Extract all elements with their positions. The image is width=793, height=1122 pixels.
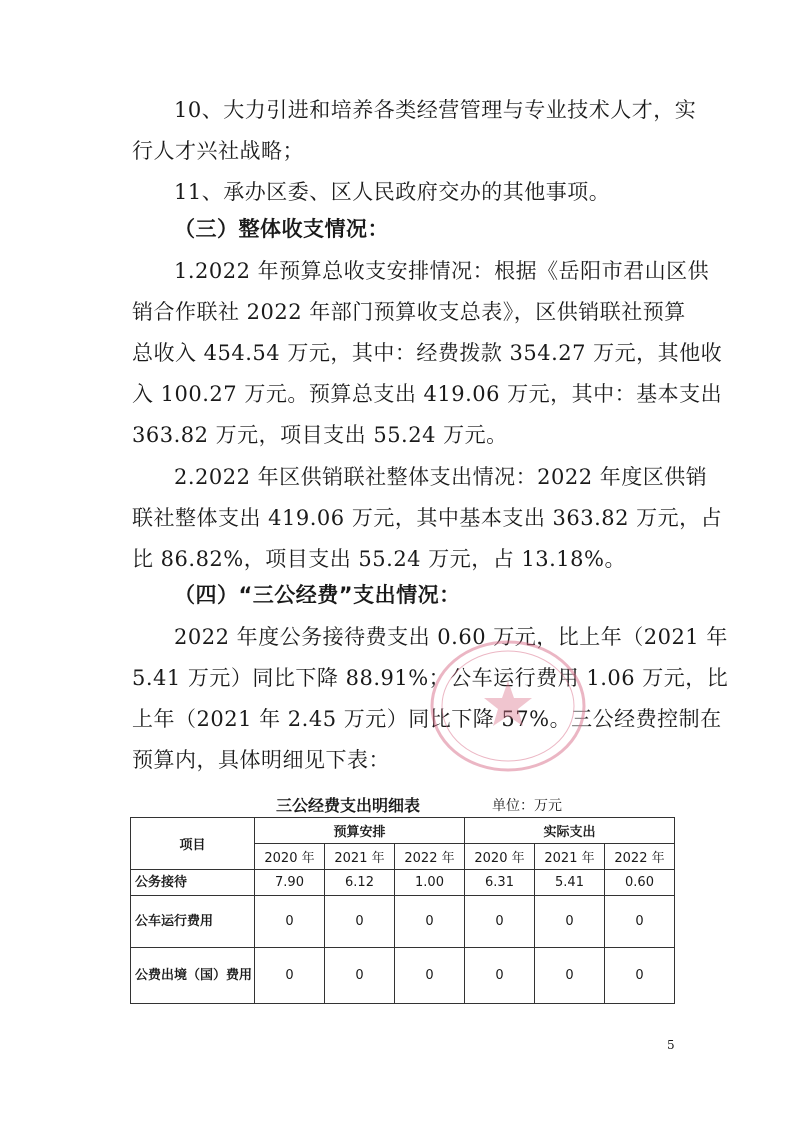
- table-cell: 0: [535, 948, 605, 1004]
- paragraph-line: 销合作联社 2022 年部门预算收支总表》，区供销联社预算: [132, 300, 686, 324]
- table-cell: 6.12: [325, 870, 395, 896]
- table-cell: 0: [395, 896, 465, 948]
- table-row: [131, 870, 675, 896]
- paragraph-line: 2.2022 年区供销联社整体支出情况：2022 年度区供销: [174, 465, 708, 489]
- paragraph-line: 1.2022 年预算总收支安排情况：根据《岳阳市君山区供: [174, 259, 710, 283]
- year-header: 2021 年: [535, 844, 605, 870]
- table-cell: 0: [325, 948, 395, 1004]
- row-label: 公务接待: [131, 870, 255, 896]
- table-title: 三公经费支出明细表: [276, 796, 421, 815]
- row-label: 公车运行费用: [131, 896, 255, 948]
- table-row: [131, 948, 675, 1004]
- paragraph-line: 行人才兴社战略；: [132, 139, 304, 163]
- official-seal-stamp-icon: [428, 636, 588, 776]
- table-cell: 5.41: [535, 870, 605, 896]
- actual-group-header: 实际支出: [465, 818, 675, 844]
- paragraph-line: 比 86.82%，项目支出 55.24 万元，占 13.18%。: [132, 547, 626, 571]
- table-cell: 0.60: [605, 870, 675, 896]
- paragraph-line: 11、承办区委、区人民政府交办的其他事项。: [174, 180, 611, 204]
- table-cell: 0: [255, 948, 325, 1004]
- year-header: 2022 年: [605, 844, 675, 870]
- page-number: 5: [667, 1038, 675, 1052]
- section-heading: （三）整体收支情况：: [174, 217, 389, 241]
- row-label: 公费出境（国）费用: [131, 948, 255, 1004]
- year-header: 2020 年: [465, 844, 535, 870]
- year-header: 2021 年: [325, 844, 395, 870]
- table-cell: 0: [605, 896, 675, 948]
- three-public-expense-table: [130, 817, 675, 1004]
- table-row: [131, 896, 675, 948]
- paragraph-line: 总收入 454.54 万元，其中：经费拨款 354.27 万元，其他收: [132, 341, 723, 365]
- paragraph-line: 5.41 万元）同比下降 88.91%；公车运行费用 1.06 万元，比: [132, 666, 729, 690]
- table-cell: 6.31: [465, 870, 535, 896]
- paragraph-line: 预算内，具体明细见下表：: [132, 748, 390, 772]
- budget-group-header: 预算安排: [255, 818, 465, 844]
- section-heading: （四）“三公经费”支出情况：: [174, 583, 461, 607]
- paragraph-line: 10、大力引进和培养各类经营管理与专业技术人才，实: [174, 98, 697, 122]
- paragraph-line: 上年（2021 年 2.45 万元）同比下降 57%。三公经费控制在: [132, 707, 722, 731]
- year-header: 2020 年: [255, 844, 325, 870]
- table-cell: 1.00: [395, 870, 465, 896]
- paragraph-line: 2022 年度公务接待费支出 0.60 万元，比上年（2021 年: [174, 625, 728, 649]
- paragraph-line: 363.82 万元，项目支出 55.24 万元。: [132, 423, 508, 447]
- paragraph-line: 联社整体支出 419.06 万元，其中基本支出 363.82 万元，占: [132, 506, 723, 530]
- table-cell: 0: [255, 896, 325, 948]
- item-header: 项目: [131, 818, 255, 870]
- table-cell: 0: [395, 948, 465, 1004]
- table-cell: 0: [325, 896, 395, 948]
- table-cell: 0: [535, 896, 605, 948]
- table-cell: 0: [465, 948, 535, 1004]
- table-unit: 单位：万元: [492, 798, 562, 814]
- year-header: 2022 年: [395, 844, 465, 870]
- table-cell: 0: [465, 896, 535, 948]
- paragraph-line: 入 100.27 万元。预算总支出 419.06 万元，其中：基本支出: [132, 382, 723, 406]
- table-cell: 7.90: [255, 870, 325, 896]
- table-cell: 0: [605, 948, 675, 1004]
